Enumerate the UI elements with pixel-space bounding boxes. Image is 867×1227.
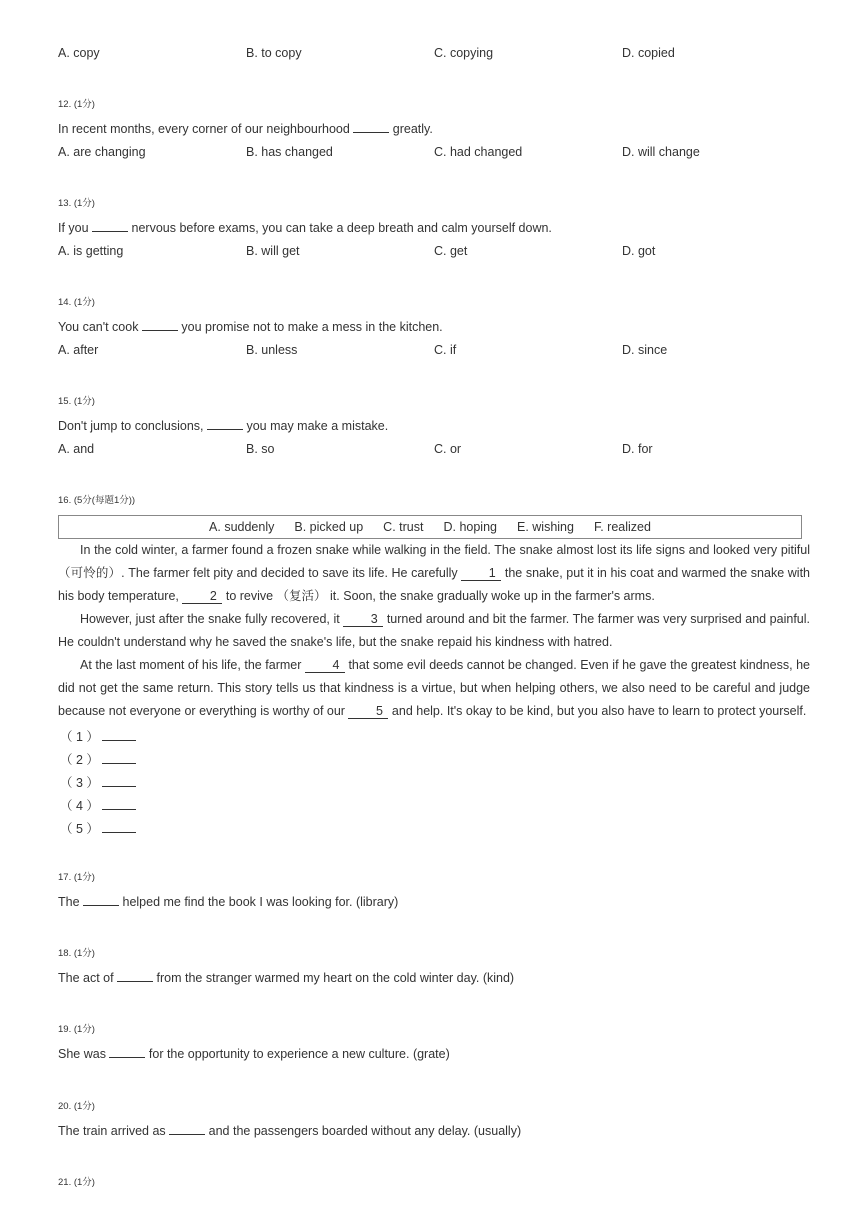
answer-line-4[interactable]: （ 4 ） bbox=[60, 796, 136, 814]
q12-header: 12. (1分) bbox=[58, 99, 95, 110]
word-bank-item: E. wishing bbox=[516, 520, 574, 534]
word-bank-item: D. hoping bbox=[443, 520, 497, 534]
word-bank-item: C. trust bbox=[383, 520, 424, 534]
q12-option-b: B. has changed bbox=[246, 145, 333, 159]
passage-paragraph-1: In the cold winter, a farmer found a frozen snake while walking in the field. The snake almost lost its life signs and looked very pitiful（可怜的）. The farmer felt pity and decided to save its life. He carefully 1 the snake, put it in his coat and warmed the snake with his body temperature, 2 to revive （复活） it. Soon, the snake gradually woke up in the farmer's arms. bbox=[58, 543, 810, 603]
answer-line-5[interactable]: （ 5 ） bbox=[60, 819, 136, 837]
word-bank-item: B. picked up bbox=[294, 520, 364, 534]
word-bank-box bbox=[58, 515, 802, 539]
q17-stem: The helped me find the book I was looking for. (library) bbox=[58, 895, 399, 909]
q12-option-d: D. will change bbox=[622, 145, 700, 159]
answer-line-1[interactable]: （ 1 ） bbox=[60, 727, 136, 745]
q14-option-b: B. unless bbox=[246, 343, 298, 357]
answer-line-3[interactable]: （ 3 ） bbox=[60, 773, 136, 791]
passage-paragraph-2: However, just after the snake fully recovered, it 3 turned around and bit the farmer. The farmer was very surprised and painful. He couldn't understand why he saved the snake's life, but the snake repaid his kindness with hatred. bbox=[58, 612, 810, 649]
q14-stem: You can't cook you promise not to make a mess in the kitchen. bbox=[58, 320, 443, 334]
passage-blank-2: 2 bbox=[182, 590, 222, 604]
q13-option-c: C. get bbox=[434, 244, 468, 258]
q15-option-a: A. and bbox=[58, 442, 95, 456]
q13-option-b: B. will get bbox=[246, 244, 300, 258]
q11-option-b: B. to copy bbox=[246, 46, 302, 60]
q11-option-d: D. copied bbox=[622, 46, 675, 60]
q19-header: 19. (1分) bbox=[58, 1024, 95, 1035]
q13-header: 13. (1分) bbox=[58, 198, 95, 209]
q20-stem: The train arrived as and the passengers boarded without any delay. (usually) bbox=[58, 1124, 522, 1138]
q13-stem: If you nervous before exams, you can take a deep breath and calm yourself down. bbox=[58, 221, 552, 235]
passage-blank-3: 3 bbox=[343, 613, 383, 627]
passage-blank-5: 5 bbox=[348, 705, 388, 719]
q15-stem: Don't jump to conclusions, you may make a mistake. bbox=[58, 419, 389, 433]
q16-header: 16. (5分(每题1分)) bbox=[58, 495, 136, 506]
q15-option-c: C. or bbox=[434, 442, 462, 456]
word-bank-item: A. suddenly bbox=[209, 520, 275, 534]
q12-option-a: A. are changing bbox=[58, 145, 146, 159]
q12-stem: In recent months, every corner of our neighbourhood greatly. bbox=[58, 122, 433, 136]
q15-option-d: D. for bbox=[622, 442, 653, 456]
q13-option-d: D. got bbox=[622, 244, 656, 258]
q14-header: 14. (1分) bbox=[58, 297, 95, 308]
q21-header: 21. (1分) bbox=[58, 1177, 95, 1188]
q15-header: 15. (1分) bbox=[58, 396, 95, 407]
q17-header: 17. (1分) bbox=[58, 872, 95, 883]
q14-option-a: A. after bbox=[58, 343, 99, 357]
q19-stem: She was for the opportunity to experience a new culture. (grate) bbox=[58, 1047, 450, 1061]
answer-line-2[interactable]: （ 2 ） bbox=[60, 750, 136, 768]
q15-option-b: B. so bbox=[246, 442, 275, 456]
q14-option-d: D. since bbox=[622, 343, 668, 357]
q13-option-a: A. is getting bbox=[58, 244, 124, 258]
q20-header: 20. (1分) bbox=[58, 1101, 95, 1112]
word-bank-item: F. realized bbox=[593, 520, 651, 534]
q11-option-c: C. copying bbox=[434, 46, 494, 60]
passage-blank-1: 1 bbox=[461, 567, 501, 581]
q11-option-a: A. copy bbox=[58, 46, 100, 60]
q18-stem: The act of from the stranger warmed my heart on the cold winter day. (kind) bbox=[58, 971, 515, 985]
passage-blank-4: 4 bbox=[305, 659, 345, 673]
q18-header: 18. (1分) bbox=[58, 948, 95, 959]
passage-paragraph-3: At the last moment of his life, the farmer 4 that some evil deeds cannot be changed. Even if he gave the greatest kindness, he did not get the same return. This story tells us that kindness is a virtue, but when helping others, we also need to be careful and judge because not everyone or everything is worthy of our 5 and help. It's okay to be kind, but you also have to learn to protect yourself. bbox=[58, 658, 810, 718]
q14-option-c: C. if bbox=[434, 343, 457, 357]
q12-option-c: C. had changed bbox=[434, 145, 523, 159]
